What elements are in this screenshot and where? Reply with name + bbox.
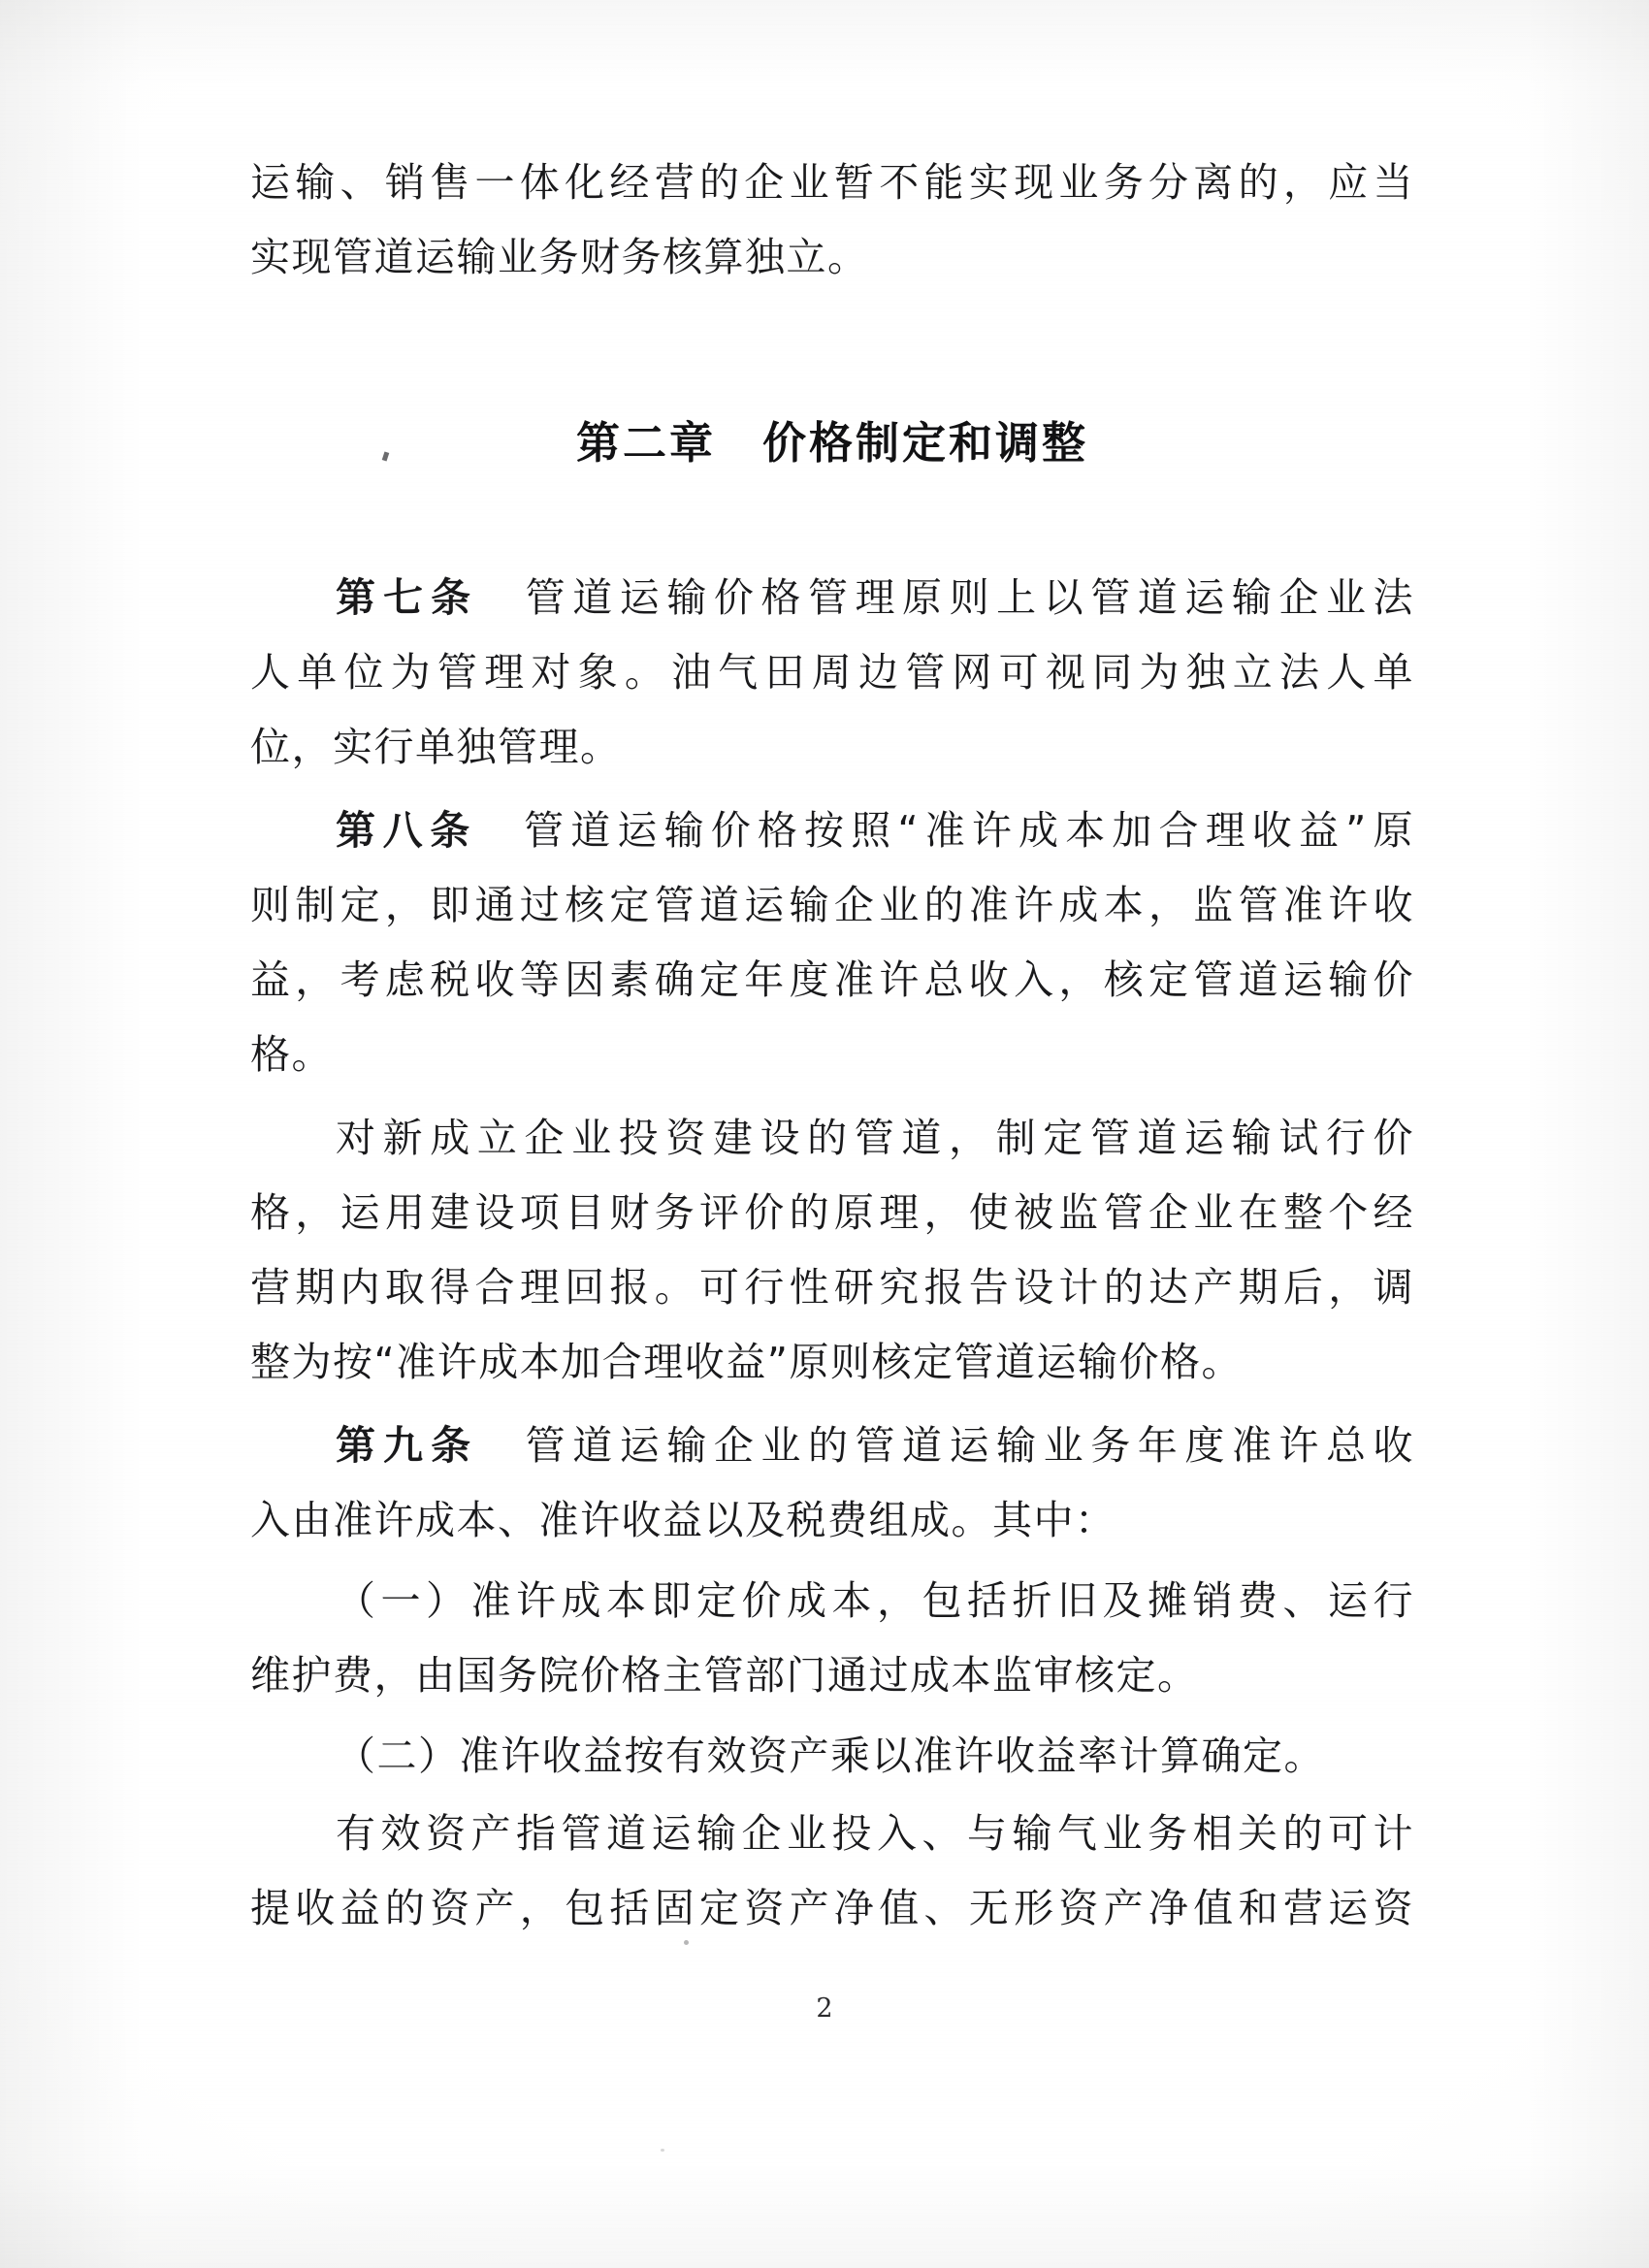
list-item-two [250,1719,1414,1794]
text-line: 实现管道运输业务财务核算独立。 [250,234,869,280]
text-line: 维护费，由国务院价格主管部门通过成本监审核定。 [250,1652,1199,1699]
text-line: 益，考虑税收等因素确定年度准许总收入，核定管道运输价 [250,956,1414,1003]
scan-edge-shading-left [0,0,146,2268]
scan-speck [661,2149,664,2152]
paragraph-continued [250,146,1414,295]
text-line: （一）准许成本即定价成本，包括折旧及摊销费、运行 [336,1577,1414,1624]
article-marker: 第七条 [336,574,479,621]
text-line: 格，运用建设项目财务评价的原理，使被监管企业在整个经 [250,1189,1414,1236]
text-line: 则制定，即通过核定管道运输企业的准许成本，监管准许收 [250,882,1414,928]
scan-speck [684,1940,689,1945]
list-item-one [250,1564,1414,1713]
article-marker: 第八条 [336,807,477,854]
article-8-paragraph [250,794,1414,1092]
text-line: 格。 [250,1031,333,1078]
article-9-paragraph [250,1409,1414,1558]
article-8-second-paragraph [250,1101,1414,1400]
text-line: 对新成立企业投资建设的管道，制定管道运输试行价 [336,1115,1414,1161]
text-line: 第八条 管道运输价格按照“准许成本加合理收益”原 [336,807,1415,854]
text-line: 运输、销售一体化经营的企业暂不能实现业务分离的，应当 [250,159,1414,206]
article-marker: 第九条 [336,1422,479,1469]
text-line: 人单位为管理对象。油气田周边管网可视同为独立法人单 [250,649,1414,696]
scan-speck [970,1449,974,1453]
text-line: 整为按“准许成本加合理收益”原则核定管道运输价格。 [250,1339,1243,1385]
text-line: 提收益的资产，包括固定资产净值、无形资产净值和营运资 [250,1885,1414,1931]
text-line: 有效资产指管道运输企业投入、与输气业务相关的可计 [336,1810,1414,1857]
page-number: 2 [816,1993,833,2024]
text-line: 第七条 管道运输价格管理原则上以管道运输企业法 [336,574,1415,621]
text-line: 第九条 管道运输企业的管道运输业务年度准许总收 [336,1422,1415,1469]
list-item-two-second-paragraph [250,1797,1414,1946]
article-7-paragraph [250,561,1414,785]
scan-edge-shading-top [0,0,1649,87]
text-line: （二）准许收益按有效资产乘以准许收益率计算确定。 [336,1733,1325,1779]
text-line: 入由准许成本、准许收益以及税费组成。其中： [250,1497,1116,1543]
text-line: 营期内取得合理回报。可行性研究报告设计的达产期后，调 [250,1264,1414,1311]
text-line: 位，实行单独管理。 [250,724,622,770]
scan-edge-shading-right [1523,0,1649,2268]
chapter-heading: 第二章 价格制定和调整 [575,417,1088,469]
scan-edge-shading-bottom [0,2161,1649,2268]
